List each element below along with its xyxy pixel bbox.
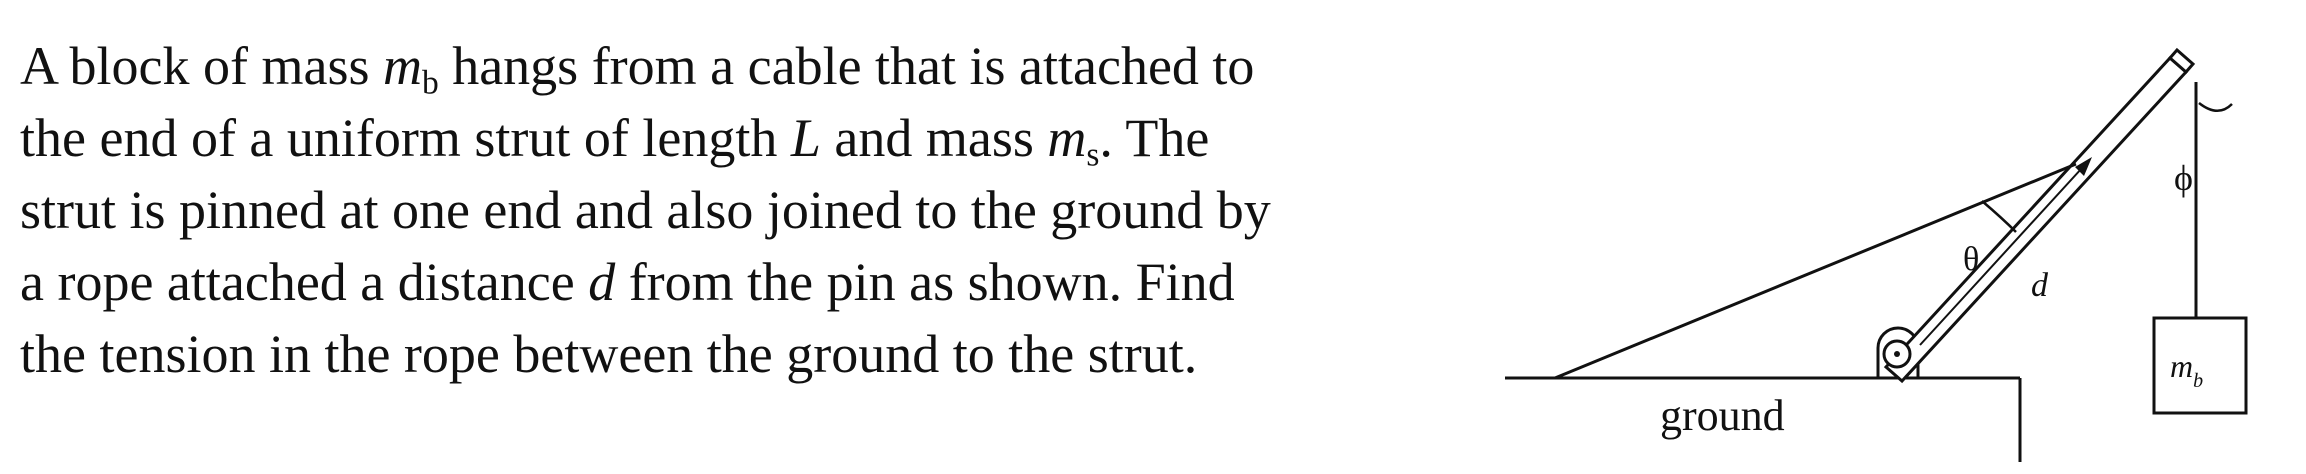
problem-statement	[20, 30, 1520, 390]
strut-length-symbol: L	[790, 108, 821, 168]
strut-mass-symbol: $m_s$	[1047, 108, 1100, 174]
block-label: $m_b$	[2170, 348, 2204, 392]
theta-label: θ	[1963, 241, 1980, 278]
problem-line-3: strut is pinned at one end and also joined to the ground by	[20, 180, 1271, 240]
ground-label: ground	[1660, 391, 1785, 440]
d-label: d	[2031, 267, 2048, 304]
block-mass-symbol: $m_b$	[382, 36, 439, 102]
problem-line-4: a rope attached a distance d from the pin as shown. Find	[20, 252, 1235, 312]
theta-arc	[1982, 201, 2016, 232]
problem-line-5: the tension in the rope between the ground to the strut.	[20, 324, 1198, 384]
phi-arc	[2199, 103, 2232, 111]
hanging-block	[2154, 318, 2246, 413]
phi-label: ϕ	[2174, 158, 2193, 198]
problem-line-2: the end of a uniform strut of length L and mass $m_s$. The	[20, 108, 1210, 174]
strut-diagram	[1500, 0, 2306, 474]
distance-symbol: d	[588, 252, 616, 312]
problem-line-1: A block of mass $m_b$ hangs from a cable that is attached to	[20, 36, 1255, 102]
pin-center	[1894, 351, 1900, 357]
